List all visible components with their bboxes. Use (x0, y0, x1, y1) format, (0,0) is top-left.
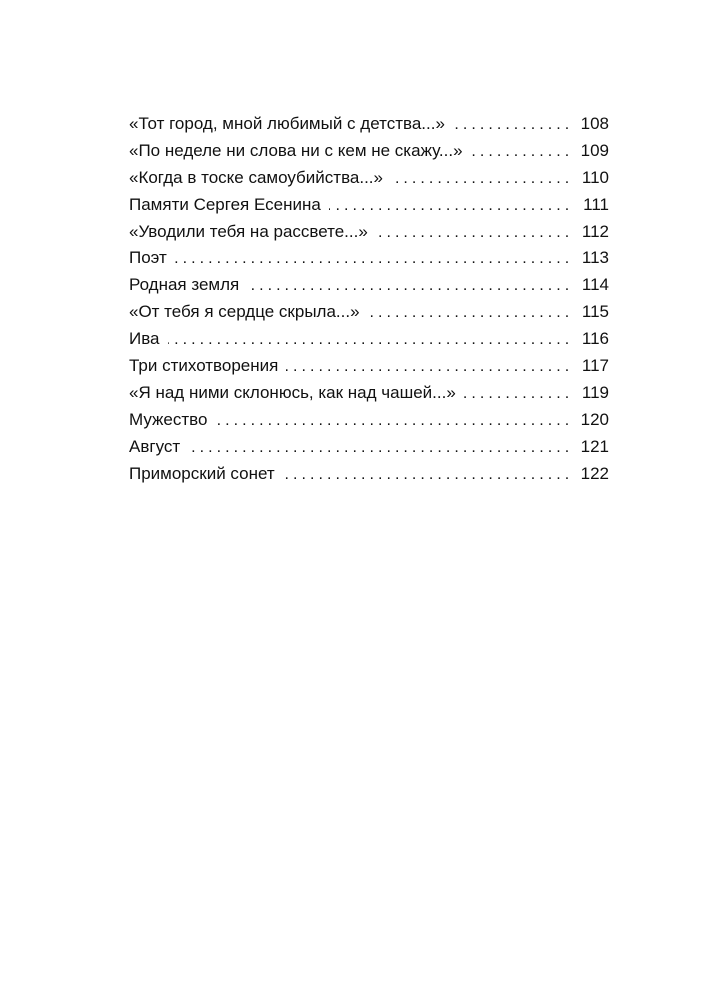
toc-entry-title: Родная земля (129, 275, 240, 295)
toc-entry-title: Приморский сонет (129, 463, 275, 483)
toc-entry-page: 122 (580, 463, 609, 483)
toc-entry (129, 272, 609, 299)
toc-dot-leader (391, 166, 569, 193)
toc-entry (129, 245, 609, 272)
toc-entry (129, 111, 609, 138)
toc-entry (129, 434, 609, 461)
toc-entry-page: 108 (580, 114, 609, 133)
toc-entry-page: 115 (581, 302, 609, 322)
toc-entry-title: «Когда в тоске самоубийства...» (129, 167, 383, 187)
toc-entry (129, 353, 609, 380)
toc-entry-title: «По неделе ни слова ни с кем не скажу...» (129, 140, 463, 160)
toc-entry-title: Поэт (129, 248, 167, 268)
toc-entry-page: 112 (581, 221, 609, 241)
toc-entry (129, 461, 609, 488)
toc-entry-page: 120 (580, 409, 609, 429)
toc-entry-page: 113 (581, 248, 609, 268)
toc-entry-title: «Уводили тебя на рассвете...» (129, 221, 368, 241)
toc-entry-page: 114 (581, 275, 609, 295)
toc-entry-page: 119 (581, 382, 609, 402)
toc-entry-page: 110 (581, 167, 609, 187)
toc-dot-leader (368, 300, 569, 327)
toc-dot-leader (175, 246, 569, 273)
toc-entry-title: Август (129, 436, 181, 456)
toc-entry-page: 111 (583, 194, 609, 214)
toc-entry-title: «Я над ними склонюсь, как над чашей...» (129, 382, 456, 402)
toc-entry (129, 192, 609, 219)
toc-dot-leader (283, 462, 569, 489)
toc-entry (129, 165, 609, 192)
toc-dot-leader (464, 381, 569, 408)
toc-entry-page: 121 (580, 436, 609, 456)
toc-entry-page: 109 (580, 140, 609, 160)
toc-entry-title: Ива (129, 329, 160, 349)
toc-entry (129, 138, 609, 165)
toc-dot-leader (168, 327, 569, 354)
toc-dot-leader (286, 354, 569, 381)
toc-dot-leader (329, 193, 569, 220)
toc-entry-title: «Тот город, мной любимый с детства...» (129, 114, 445, 133)
toc-entry-title: Мужество (129, 409, 208, 429)
toc-dot-leader (471, 139, 569, 166)
toc-dot-leader (376, 220, 569, 247)
toc-entry-page: 116 (581, 329, 609, 349)
toc-entry (129, 407, 609, 434)
toc-entry (129, 380, 609, 407)
toc-entry-title: Три стихотворения (129, 356, 279, 376)
toc-entry-title: Памяти Сергея Есенина (129, 194, 321, 214)
toc-entry (129, 299, 609, 326)
toc-dot-leader (215, 408, 569, 435)
toc-entry-page: 117 (581, 356, 609, 376)
toc-dot-leader (188, 435, 569, 462)
toc-entry-title: «От тебя я сердце скрыла...» (129, 302, 360, 322)
table-of-contents (129, 111, 609, 487)
toc-dot-leader (453, 112, 569, 139)
toc-entry (129, 326, 609, 353)
toc-dot-leader (247, 273, 569, 300)
toc-entry (129, 219, 609, 246)
